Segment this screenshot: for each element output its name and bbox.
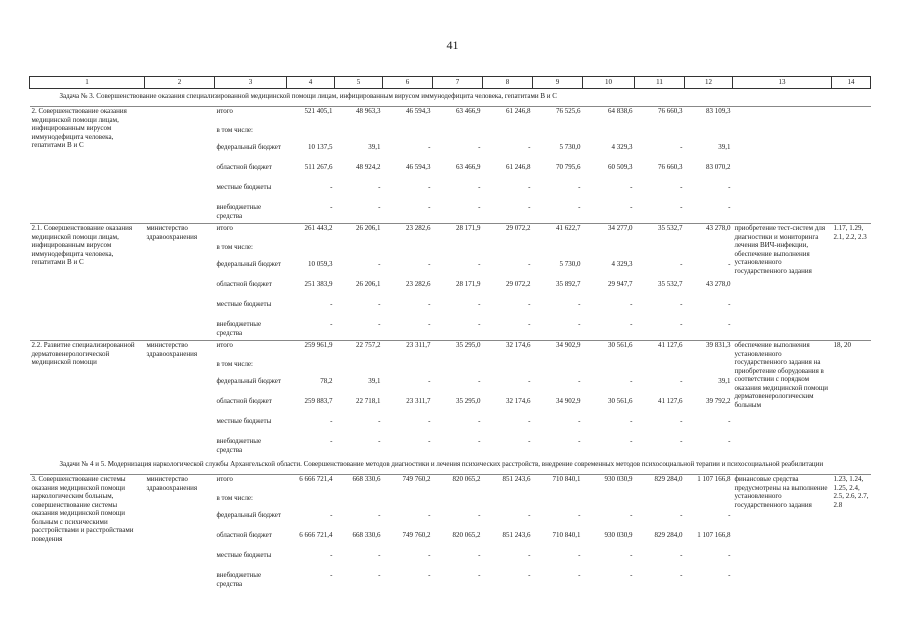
- task-heading-row: [30, 457, 871, 475]
- amount-cell: -: [578, 551, 581, 559]
- amount-cell: -: [528, 417, 531, 425]
- amount-cell: 4 329,3: [611, 260, 633, 268]
- amount-cell: -: [680, 320, 683, 328]
- amount-cell: -: [680, 417, 683, 425]
- amount-cell: 39 792,2: [706, 397, 731, 405]
- funding-source-label: областной бюджет: [216, 397, 272, 405]
- amount-cell: -: [680, 377, 683, 385]
- amount-cell: 1 107 166,8: [685, 475, 733, 495]
- amount-cell: [483, 126, 533, 143]
- amount-cell: [335, 126, 383, 143]
- funding-source-label: федеральный бюджет: [216, 377, 281, 385]
- column-number: 3: [215, 77, 287, 89]
- amount-cell: [533, 243, 583, 260]
- amount-cell: 29 947,7: [608, 280, 633, 288]
- amount-cell: -: [728, 571, 731, 579]
- amount-cell: 820 065,2: [452, 531, 481, 539]
- amount-cell: 6 666 721,4: [287, 475, 335, 495]
- amount-cell: 23 282,6: [383, 224, 433, 244]
- amount-cell: 28 171,9: [433, 224, 483, 244]
- amount-cell: 34 902,9: [533, 341, 583, 361]
- amount-cell: -: [680, 511, 683, 519]
- amount-cell: -: [428, 377, 431, 385]
- amount-cell: 4 329,3: [611, 143, 633, 151]
- task-heading: Задачи № 4 и 5. Модернизация наркологической службы Архангельской области. Совершенствование методов диагностики и лечения психических расстройств, внедрение современных методов психосоциальной терапии и психосоциальной реабилитации: [59, 460, 824, 468]
- amount-cell: -: [428, 183, 431, 191]
- expected-result: [733, 107, 832, 224]
- amount-cell: -: [528, 320, 531, 328]
- amount-cell: [583, 126, 635, 143]
- amount-cell: -: [680, 571, 683, 579]
- amount-cell: 46 594,3: [383, 107, 433, 127]
- amount-cell: [685, 494, 733, 511]
- amount-cell: -: [578, 203, 581, 211]
- measure-name: 2. Совершенствование оказания медицинской помощи лицам, инфицированным вирусом иммунодефицита человека, гепатитами В и С: [30, 107, 145, 224]
- column-number: 5: [335, 77, 383, 89]
- amount-cell: -: [528, 203, 531, 211]
- amount-cell: -: [728, 551, 731, 559]
- amount-cell: [383, 360, 433, 377]
- indicator-numbers: 1.17, 1.29, 2.1, 2.2, 2.3: [832, 224, 871, 341]
- funding-source-label: федеральный бюджет: [216, 260, 281, 268]
- column-number: 4: [287, 77, 335, 89]
- program-financing-table: [29, 76, 871, 591]
- amount-cell: 61 246,8: [506, 163, 531, 171]
- amount-cell: [583, 243, 635, 260]
- amount-cell: 251 383,9: [304, 280, 333, 288]
- amount-cell: -: [728, 260, 731, 268]
- amount-cell: [685, 360, 733, 377]
- amount-cell: -: [428, 511, 431, 519]
- amount-cell: 6 666 721,4: [299, 531, 333, 539]
- amount-cell: -: [680, 551, 683, 559]
- amount-cell: 63 466,9: [433, 107, 483, 127]
- amount-cell: -: [728, 320, 731, 328]
- amount-cell: -: [680, 183, 683, 191]
- amount-cell: [483, 494, 533, 511]
- amount-cell: -: [578, 437, 581, 445]
- amount-cell: -: [528, 571, 531, 579]
- amount-cell: -: [528, 437, 531, 445]
- column-number: 8: [483, 77, 533, 89]
- amount-cell: 32 174,6: [506, 397, 531, 405]
- amount-cell: 83 109,3: [685, 107, 733, 127]
- table-row: [30, 475, 871, 495]
- amount-cell: -: [478, 551, 481, 559]
- amount-cell: -: [428, 260, 431, 268]
- amount-cell: [583, 494, 635, 511]
- amount-cell: 70 795,6: [556, 163, 581, 171]
- amount-cell: 22 718,1: [356, 397, 381, 405]
- amount-cell: 35 295,0: [456, 397, 481, 405]
- amount-cell: -: [428, 551, 431, 559]
- amount-cell: 259 961,9: [287, 341, 335, 361]
- amount-cell: 668 330,6: [335, 475, 383, 495]
- column-number: 2: [145, 77, 215, 89]
- funding-source-label: внебюджетные средства: [216, 320, 262, 337]
- amount-cell: 34 902,9: [556, 397, 581, 405]
- funding-source-label: в том числе:: [216, 494, 253, 502]
- amount-cell: 78,2: [320, 377, 333, 385]
- amount-cell: -: [528, 183, 531, 191]
- amount-cell: -: [680, 203, 683, 211]
- funding-source-label: внебюджетные средства: [216, 437, 262, 454]
- amount-cell: 41 127,6: [658, 397, 683, 405]
- amount-cell: [483, 360, 533, 377]
- column-number: 10: [583, 77, 635, 89]
- amount-cell: 64 838,6: [583, 107, 635, 127]
- amount-cell: -: [330, 417, 333, 425]
- funding-source-label: внебюджетные средства: [216, 571, 262, 588]
- amount-cell: -: [478, 571, 481, 579]
- table-row: [30, 341, 871, 361]
- amount-cell: 829 284,0: [654, 531, 683, 539]
- amount-cell: -: [728, 203, 731, 211]
- amount-cell: [433, 126, 483, 143]
- expected-result: обеспечение выполнения установленного государственного задания на приобретение оборудования в соответствии с порядком оказания медицинской помощи дерматовенерологическим больным: [733, 341, 832, 458]
- amount-cell: -: [528, 551, 531, 559]
- amount-cell: 851 243,6: [483, 475, 533, 495]
- amount-cell: -: [578, 511, 581, 519]
- amount-cell: [287, 243, 335, 260]
- amount-cell: 39,1: [718, 377, 731, 385]
- amount-cell: -: [330, 571, 333, 579]
- indicator-numbers: 18, 20: [832, 341, 871, 458]
- amount-cell: -: [578, 300, 581, 308]
- amount-cell: -: [478, 437, 481, 445]
- amount-cell: 35 295,0: [433, 341, 483, 361]
- amount-cell: -: [428, 143, 431, 151]
- amount-cell: [433, 243, 483, 260]
- amount-cell: -: [630, 377, 633, 385]
- column-number: 11: [635, 77, 685, 89]
- amount-cell: -: [330, 320, 333, 328]
- amount-cell: 43 278,0: [706, 280, 731, 288]
- amount-cell: [583, 360, 635, 377]
- amount-cell: -: [728, 511, 731, 519]
- amount-cell: -: [428, 417, 431, 425]
- amount-cell: -: [378, 571, 381, 579]
- amount-cell: 22 757,2: [335, 341, 383, 361]
- amount-cell: -: [330, 551, 333, 559]
- amount-cell: [433, 360, 483, 377]
- amount-cell: -: [378, 260, 381, 268]
- amount-cell: 41 622,7: [533, 224, 583, 244]
- column-number-row: [30, 77, 871, 89]
- amount-cell: 829 284,0: [635, 475, 685, 495]
- amount-cell: -: [578, 417, 581, 425]
- amount-cell: 930 030,9: [583, 475, 635, 495]
- funding-source-label: в том числе:: [216, 126, 253, 134]
- table-row: [30, 107, 871, 127]
- amount-cell: -: [728, 417, 731, 425]
- amount-cell: -: [630, 320, 633, 328]
- amount-cell: -: [428, 320, 431, 328]
- amount-cell: -: [528, 511, 531, 519]
- table-row: [30, 224, 871, 244]
- amount-cell: -: [630, 571, 633, 579]
- funding-source-label: федеральный бюджет: [216, 511, 281, 519]
- amount-cell: [685, 243, 733, 260]
- executor: министерство здравоохранения: [145, 224, 215, 341]
- amount-cell: [287, 126, 335, 143]
- amount-cell: 39,1: [718, 143, 731, 151]
- funding-source-label: местные бюджеты: [216, 300, 272, 308]
- amount-cell: 30 561,6: [608, 397, 633, 405]
- column-number: 7: [433, 77, 483, 89]
- amount-cell: 43 278,0: [685, 224, 733, 244]
- page-number: 41: [446, 38, 459, 52]
- executor: министерство здравоохранения: [145, 475, 215, 592]
- amount-cell: -: [378, 320, 381, 328]
- amount-cell: [335, 243, 383, 260]
- amount-cell: 32 174,6: [483, 341, 533, 361]
- amount-cell: [635, 126, 685, 143]
- amount-cell: -: [378, 183, 381, 191]
- amount-cell: 29 072,2: [483, 224, 533, 244]
- amount-cell: -: [478, 143, 481, 151]
- amount-cell: -: [680, 260, 683, 268]
- amount-cell: -: [578, 183, 581, 191]
- amount-cell: -: [378, 437, 381, 445]
- amount-cell: -: [578, 320, 581, 328]
- measure-name: 3. Совершенствование системы оказания медицинской помощи наркологическим больным, совершенствование системы оказания медицинской помощи больным с психическими расстройствами и расстройствами поведения: [30, 475, 145, 592]
- amount-cell: 48 924,2: [356, 163, 381, 171]
- amount-cell: 10 059,3: [308, 260, 333, 268]
- funding-source-label: итого: [215, 224, 287, 244]
- amount-cell: -: [330, 300, 333, 308]
- amount-cell: -: [428, 571, 431, 579]
- amount-cell: -: [478, 417, 481, 425]
- amount-cell: -: [428, 300, 431, 308]
- amount-cell: [335, 360, 383, 377]
- amount-cell: 26 206,1: [335, 224, 383, 244]
- amount-cell: 29 072,2: [506, 280, 531, 288]
- amount-cell: [287, 360, 335, 377]
- amount-cell: -: [528, 377, 531, 385]
- amount-cell: -: [330, 203, 333, 211]
- amount-cell: 41 127,6: [635, 341, 685, 361]
- amount-cell: -: [728, 437, 731, 445]
- amount-cell: -: [728, 300, 731, 308]
- amount-cell: [635, 243, 685, 260]
- amount-cell: -: [378, 511, 381, 519]
- task-heading: Задача № 3. Совершенствование оказания специализированной медицинской помощи лицам, инфицированным вирусом иммунодефицита человека, гепатитами В и С: [59, 92, 557, 100]
- amount-cell: 48 963,3: [335, 107, 383, 127]
- expected-result: финансовые средства предусмотрены на выполнение установленного государственного задания: [733, 475, 832, 592]
- funding-source-label: итого: [215, 475, 287, 495]
- funding-source-label: итого: [215, 107, 287, 127]
- amount-cell: 23 311,7: [406, 397, 431, 405]
- amount-cell: [533, 494, 583, 511]
- amount-cell: 23 282,6: [406, 280, 431, 288]
- amount-cell: [383, 126, 433, 143]
- amount-cell: -: [630, 300, 633, 308]
- amount-cell: 30 561,6: [583, 341, 635, 361]
- measure-name: 2.1. Совершенствование оказания медицинской помощи лицам, инфицированным вирусом иммунодефицита человека, гепатитами В и С: [30, 224, 145, 341]
- column-number: 12: [685, 77, 733, 89]
- funding-source-label: федеральный бюджет: [216, 143, 281, 151]
- funding-source-label: внебюджетные средства: [216, 203, 262, 220]
- amount-cell: -: [630, 417, 633, 425]
- amount-cell: -: [378, 417, 381, 425]
- amount-cell: 35 892,7: [556, 280, 581, 288]
- funding-source-label: областной бюджет: [216, 531, 272, 539]
- amount-cell: 61 246,8: [483, 107, 533, 127]
- amount-cell: [533, 126, 583, 143]
- amount-cell: 710 840,1: [533, 475, 583, 495]
- indicator-numbers: [832, 107, 871, 224]
- amount-cell: 34 277,0: [583, 224, 635, 244]
- funding-source-label: в том числе:: [216, 360, 253, 368]
- amount-cell: 668 330,6: [352, 531, 381, 539]
- amount-cell: 820 065,2: [433, 475, 483, 495]
- amount-cell: -: [528, 143, 531, 151]
- amount-cell: 261 443,2: [287, 224, 335, 244]
- amount-cell: 710 840,1: [552, 531, 581, 539]
- amount-cell: -: [478, 300, 481, 308]
- amount-cell: -: [330, 511, 333, 519]
- amount-cell: -: [630, 183, 633, 191]
- column-number: 9: [533, 77, 583, 89]
- amount-cell: 10 137,5: [308, 143, 333, 151]
- amount-cell: 60 509,3: [608, 163, 633, 171]
- amount-cell: 39 831,3: [685, 341, 733, 361]
- amount-cell: [685, 126, 733, 143]
- amount-cell: [383, 243, 433, 260]
- amount-cell: 35 532,7: [635, 224, 685, 244]
- amount-cell: [635, 494, 685, 511]
- amount-cell: 5 730,0: [559, 143, 581, 151]
- amount-cell: -: [378, 300, 381, 308]
- amount-cell: [635, 360, 685, 377]
- funding-source-label: местные бюджеты: [216, 551, 272, 559]
- amount-cell: -: [378, 551, 381, 559]
- indicator-numbers: 1.23, 1.24, 1.25, 2.4, 2.5, 2.6, 2.7, 2.8: [832, 475, 871, 592]
- amount-cell: 76 660,3: [658, 163, 683, 171]
- amount-cell: 259 883,7: [304, 397, 333, 405]
- amount-cell: [483, 243, 533, 260]
- amount-cell: -: [680, 300, 683, 308]
- amount-cell: [335, 494, 383, 511]
- amount-cell: -: [378, 203, 381, 211]
- amount-cell: 23 311,7: [383, 341, 433, 361]
- amount-cell: -: [528, 300, 531, 308]
- amount-cell: 5 730,0: [559, 260, 581, 268]
- amount-cell: -: [478, 511, 481, 519]
- amount-cell: -: [630, 511, 633, 519]
- executor: министерство здравоохранения: [145, 341, 215, 458]
- amount-cell: 76 660,3: [635, 107, 685, 127]
- amount-cell: -: [478, 183, 481, 191]
- amount-cell: 83 070,2: [706, 163, 731, 171]
- funding-source-label: областной бюджет: [216, 163, 272, 171]
- amount-cell: -: [578, 571, 581, 579]
- amount-cell: -: [478, 203, 481, 211]
- funding-source-label: итого: [215, 341, 287, 361]
- amount-cell: -: [428, 203, 431, 211]
- amount-cell: -: [428, 437, 431, 445]
- amount-cell: 76 525,6: [533, 107, 583, 127]
- amount-cell: -: [630, 437, 633, 445]
- amount-cell: -: [630, 203, 633, 211]
- amount-cell: -: [680, 143, 683, 151]
- amount-cell: [433, 494, 483, 511]
- column-number: 14: [832, 77, 871, 89]
- amount-cell: -: [680, 437, 683, 445]
- amount-cell: -: [478, 377, 481, 385]
- column-number: 6: [383, 77, 433, 89]
- amount-cell: 39,1: [368, 377, 381, 385]
- amount-cell: 39,1: [368, 143, 381, 151]
- amount-cell: [533, 360, 583, 377]
- column-number: 1: [30, 77, 145, 89]
- amount-cell: -: [578, 377, 581, 385]
- amount-cell: 749 760,2: [383, 475, 433, 495]
- amount-cell: -: [330, 183, 333, 191]
- amount-cell: 46 594,3: [406, 163, 431, 171]
- amount-cell: [383, 494, 433, 511]
- amount-cell: [287, 494, 335, 511]
- amount-cell: 511 267,6: [304, 163, 333, 171]
- measure-name: 2.2. Развитие специализированной дерматовенерологической медицинской помощи: [30, 341, 145, 458]
- amount-cell: 749 760,2: [402, 531, 431, 539]
- amount-cell: 26 206,1: [356, 280, 381, 288]
- funding-source-label: областной бюджет: [216, 280, 272, 288]
- amount-cell: -: [478, 320, 481, 328]
- amount-cell: 851 243,6: [502, 531, 531, 539]
- funding-source-label: местные бюджеты: [216, 417, 272, 425]
- amount-cell: -: [478, 260, 481, 268]
- amount-cell: -: [728, 183, 731, 191]
- amount-cell: 521 405,1: [287, 107, 335, 127]
- executor: [145, 107, 215, 224]
- funding-source-label: в том числе:: [216, 243, 253, 251]
- expected-result: приобретение тест-систем для диагностики и мониторинга лечения ВИЧ-инфекции, обеспечение выполнения установленного государственного задания: [733, 224, 832, 341]
- column-number: 13: [733, 77, 832, 89]
- amount-cell: 35 532,7: [658, 280, 683, 288]
- amount-cell: 28 171,9: [456, 280, 481, 288]
- amount-cell: -: [330, 437, 333, 445]
- amount-cell: 63 466,9: [456, 163, 481, 171]
- amount-cell: -: [630, 551, 633, 559]
- funding-source-label: местные бюджеты: [216, 183, 272, 191]
- amount-cell: 930 030,9: [604, 531, 633, 539]
- amount-cell: 1 107 166,8: [697, 531, 731, 539]
- amount-cell: -: [528, 260, 531, 268]
- task-heading-row: [30, 89, 871, 107]
